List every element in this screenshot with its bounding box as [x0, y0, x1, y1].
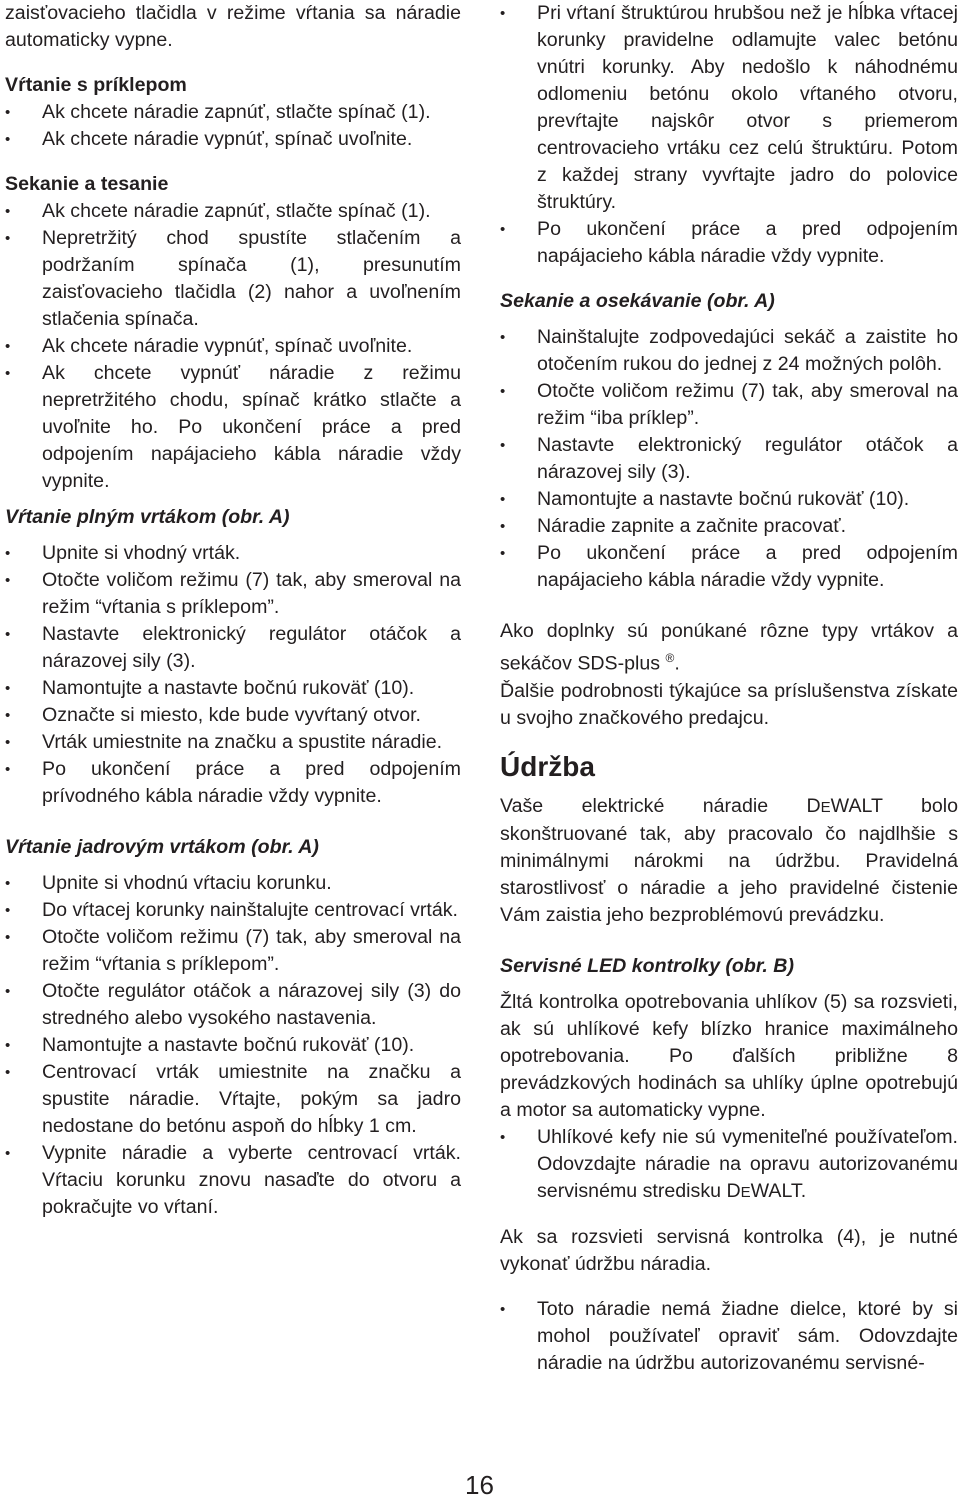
service-indicator-paragraph: Ak sa rozsvieti servisná kontrolka (4), je nutné vykonať údržbu náradia. — [500, 1225, 958, 1275]
brand-small-caps: E — [820, 798, 831, 816]
list-item: • Nastavte elektronický regulátor otáčok a nárazovej sily (3). — [5, 621, 461, 675]
core-bit-heading: Vŕtanie jadrovým vrtákom (obr. A) — [5, 836, 319, 858]
accessories-paragraph: Ako doplnky sú ponúkané rôzne typy vrtákov a sekáčov SDS-plus ®. — [500, 620, 958, 675]
led-paragraph: Žltá kontrolka opotrebovania uhlíkov (5) sa rozsvieti, ak sú uhlíkové kefy blízko hranice maximálneho opotrebovania. Po ďalších približne 8 prevádzkových hodinách sa uhlíky úplne opotrebujú a motor sa automaticky vypne. — [500, 990, 958, 1121]
list-item: • Ak chcete vypnúť náradie z režimu nepretržitého chodu, spínač krátko stlačte a uvoľnite ho. Po ukončení práce a pred odpojením napájacieho kábla náradie vždy vypnite. — [5, 360, 461, 495]
solid-bit-heading: Vŕtanie plným vrtákom (obr. A) — [5, 506, 290, 528]
list-item: • Upnite si vhodný vrták. — [5, 540, 461, 567]
accessories-dealer-paragraph: Ďalšie podrobnosti týkajúce sa príslušenstva získate u svojho značkového predajcu. — [500, 679, 958, 729]
right-column — [500, 0, 958, 1377]
list-item: • Náradie zapnite a začnite pracovať. — [500, 513, 958, 540]
list-item: • Vrták umiestnite na značku a spustite náradie. — [5, 729, 461, 756]
chiseling-figure-heading: Sekanie a osekávanie (obr. A) — [500, 290, 775, 312]
hammer-drilling-heading: Vŕtanie s príklepom — [5, 74, 187, 96]
chiseling-figure-list — [500, 324, 958, 594]
list-item: • Namontujte a nastavte bočnú rukoväť (10). — [5, 675, 461, 702]
intro-tail-paragraph: zaisťovacieho tlačidla v režime vŕtania sa náradie automaticky vypne. — [5, 2, 461, 51]
list-item: • Vypnite náradie a vyberte centrovací vrták. Vŕtaciu korunku znovu nasaďte do otvoru a pokračujte vo vŕtaní. — [5, 1140, 461, 1221]
list-item: • Otočte voličom režimu (7) tak, aby smeroval na režim “iba príklep”. — [500, 378, 958, 432]
hammer-drilling-list — [5, 99, 461, 153]
chiseling-list — [5, 198, 461, 495]
core-bit-continued-list — [500, 0, 958, 270]
solid-bit-list — [5, 540, 461, 810]
list-item: • Namontujte a nastavte bočnú rukoväť (10). — [5, 1032, 461, 1059]
list-item: • Centrovací vrták umiestnite na značku a spustite náradie. Vŕtajte, pokým sa jadro nedostane do betónu aspoň do hĺbky 1 cm. — [5, 1059, 461, 1140]
registered-mark: ® — [665, 651, 675, 665]
list-item: • Ak chcete náradie vypnúť, spínač uvoľnite. — [5, 126, 461, 153]
list-item: • Upnite si vhodnú vŕtaciu korunku. — [5, 870, 461, 897]
list-item: • Namontujte a nastavte bočnú rukoväť (10). — [500, 486, 958, 513]
list-item: • Toto náradie nemá žiadne dielce, ktoré by si mohol používateľ opraviť sám. Odovzdajte náradie na údržbu autorizovanému servisné- — [500, 1296, 958, 1377]
list-item: • Nainštalujte zodpovedajúci sekáč a zaistite ho otočením rukou do jednej z 24 možných polôh. — [500, 324, 958, 378]
list-item: • Do vŕtacej korunky nainštalujte centrovací vrták. — [5, 897, 461, 924]
list-item: • Po ukončení práce a pred odpojením napájacieho kábla náradie vždy vypnite. — [500, 540, 958, 594]
list-item: • Otočte voličom režimu (7) tak, aby smeroval na režim “vŕtania s príklepom”. — [5, 924, 461, 978]
maintenance-paragraph: Vaše elektrické náradie DEWALT bolo skonštruované tak, aby pracovalo čo najdlhšie s minimálnymi nárokmi na údržbu. Pravidelná starostlivosť o náradie a jeho pravidelné čistenie Vám zaistia jeho bezproblémovú prevádzku. — [500, 794, 958, 926]
list-item: • Uhlíkové kefy nie sú vymeniteľné používateľom. Odovzdajte náradie na opravu autorizovanému servisnému stredisku DEWALT. — [500, 1124, 958, 1206]
brand-small-caps: E — [740, 1183, 751, 1201]
list-item: • Nastavte elektronický regulátor otáčok a nárazovej sily (3). — [500, 432, 958, 486]
service-list — [500, 1296, 958, 1377]
list-item: • Ak chcete náradie zapnúť, stlačte spínač (1). — [5, 198, 461, 225]
list-item: • Ak chcete náradie vypnúť, spínač uvoľnite. — [5, 333, 461, 360]
led-heading: Servisné LED kontrolky (obr. B) — [500, 954, 794, 977]
list-item: • Otočte regulátor otáčok a nárazovej sily (3) do stredného alebo vysokého nastavenia. — [5, 978, 461, 1032]
list-item: • Po ukončení práce a pred odpojením prívodného kábla náradie vždy vypnite. — [5, 756, 461, 810]
chiseling-heading: Sekanie a tesanie — [5, 173, 169, 195]
left-column — [5, 0, 461, 1221]
list-item: • Otočte voličom režimu (7) tak, aby smeroval na režim “vŕtania s príklepom”. — [5, 567, 461, 621]
list-item: • Označte si miesto, kde bude vyvŕtaný otvor. — [5, 702, 461, 729]
list-item: • Nepretržitý chod spustíte stlačením a podržaním spínača (1), presunutím zaisťovacieho tlačidla (2) nahor a uvoľnením stlačenia spínača. — [5, 225, 461, 333]
page-number: 16 — [465, 1470, 494, 1500]
led-list — [500, 1124, 958, 1206]
list-item: • Po ukončení práce a pred odpojením napájacieho kábla náradie vždy vypnite. — [500, 216, 958, 270]
list-item: • Pri vŕtaní štruktúrou hrubšou než je hĺbka vŕtacej korunky pravidelne odlamujte valec betónu vnútri korunky. Aby nedošlo k náhodnému odlomeniu betónu okolo vŕtaného otvoru, prevŕtajte najskôr otvor s priemerom centrovacieho vrtáku cez celú štruktúru. Potom z každej strany vyvŕtajte jadro do polovice štruktúry. — [500, 0, 958, 216]
list-item: • Ak chcete náradie zapnúť, stlačte spínač (1). — [5, 99, 461, 126]
maintenance-heading: Údržba — [500, 750, 595, 782]
core-bit-list — [5, 870, 461, 1221]
